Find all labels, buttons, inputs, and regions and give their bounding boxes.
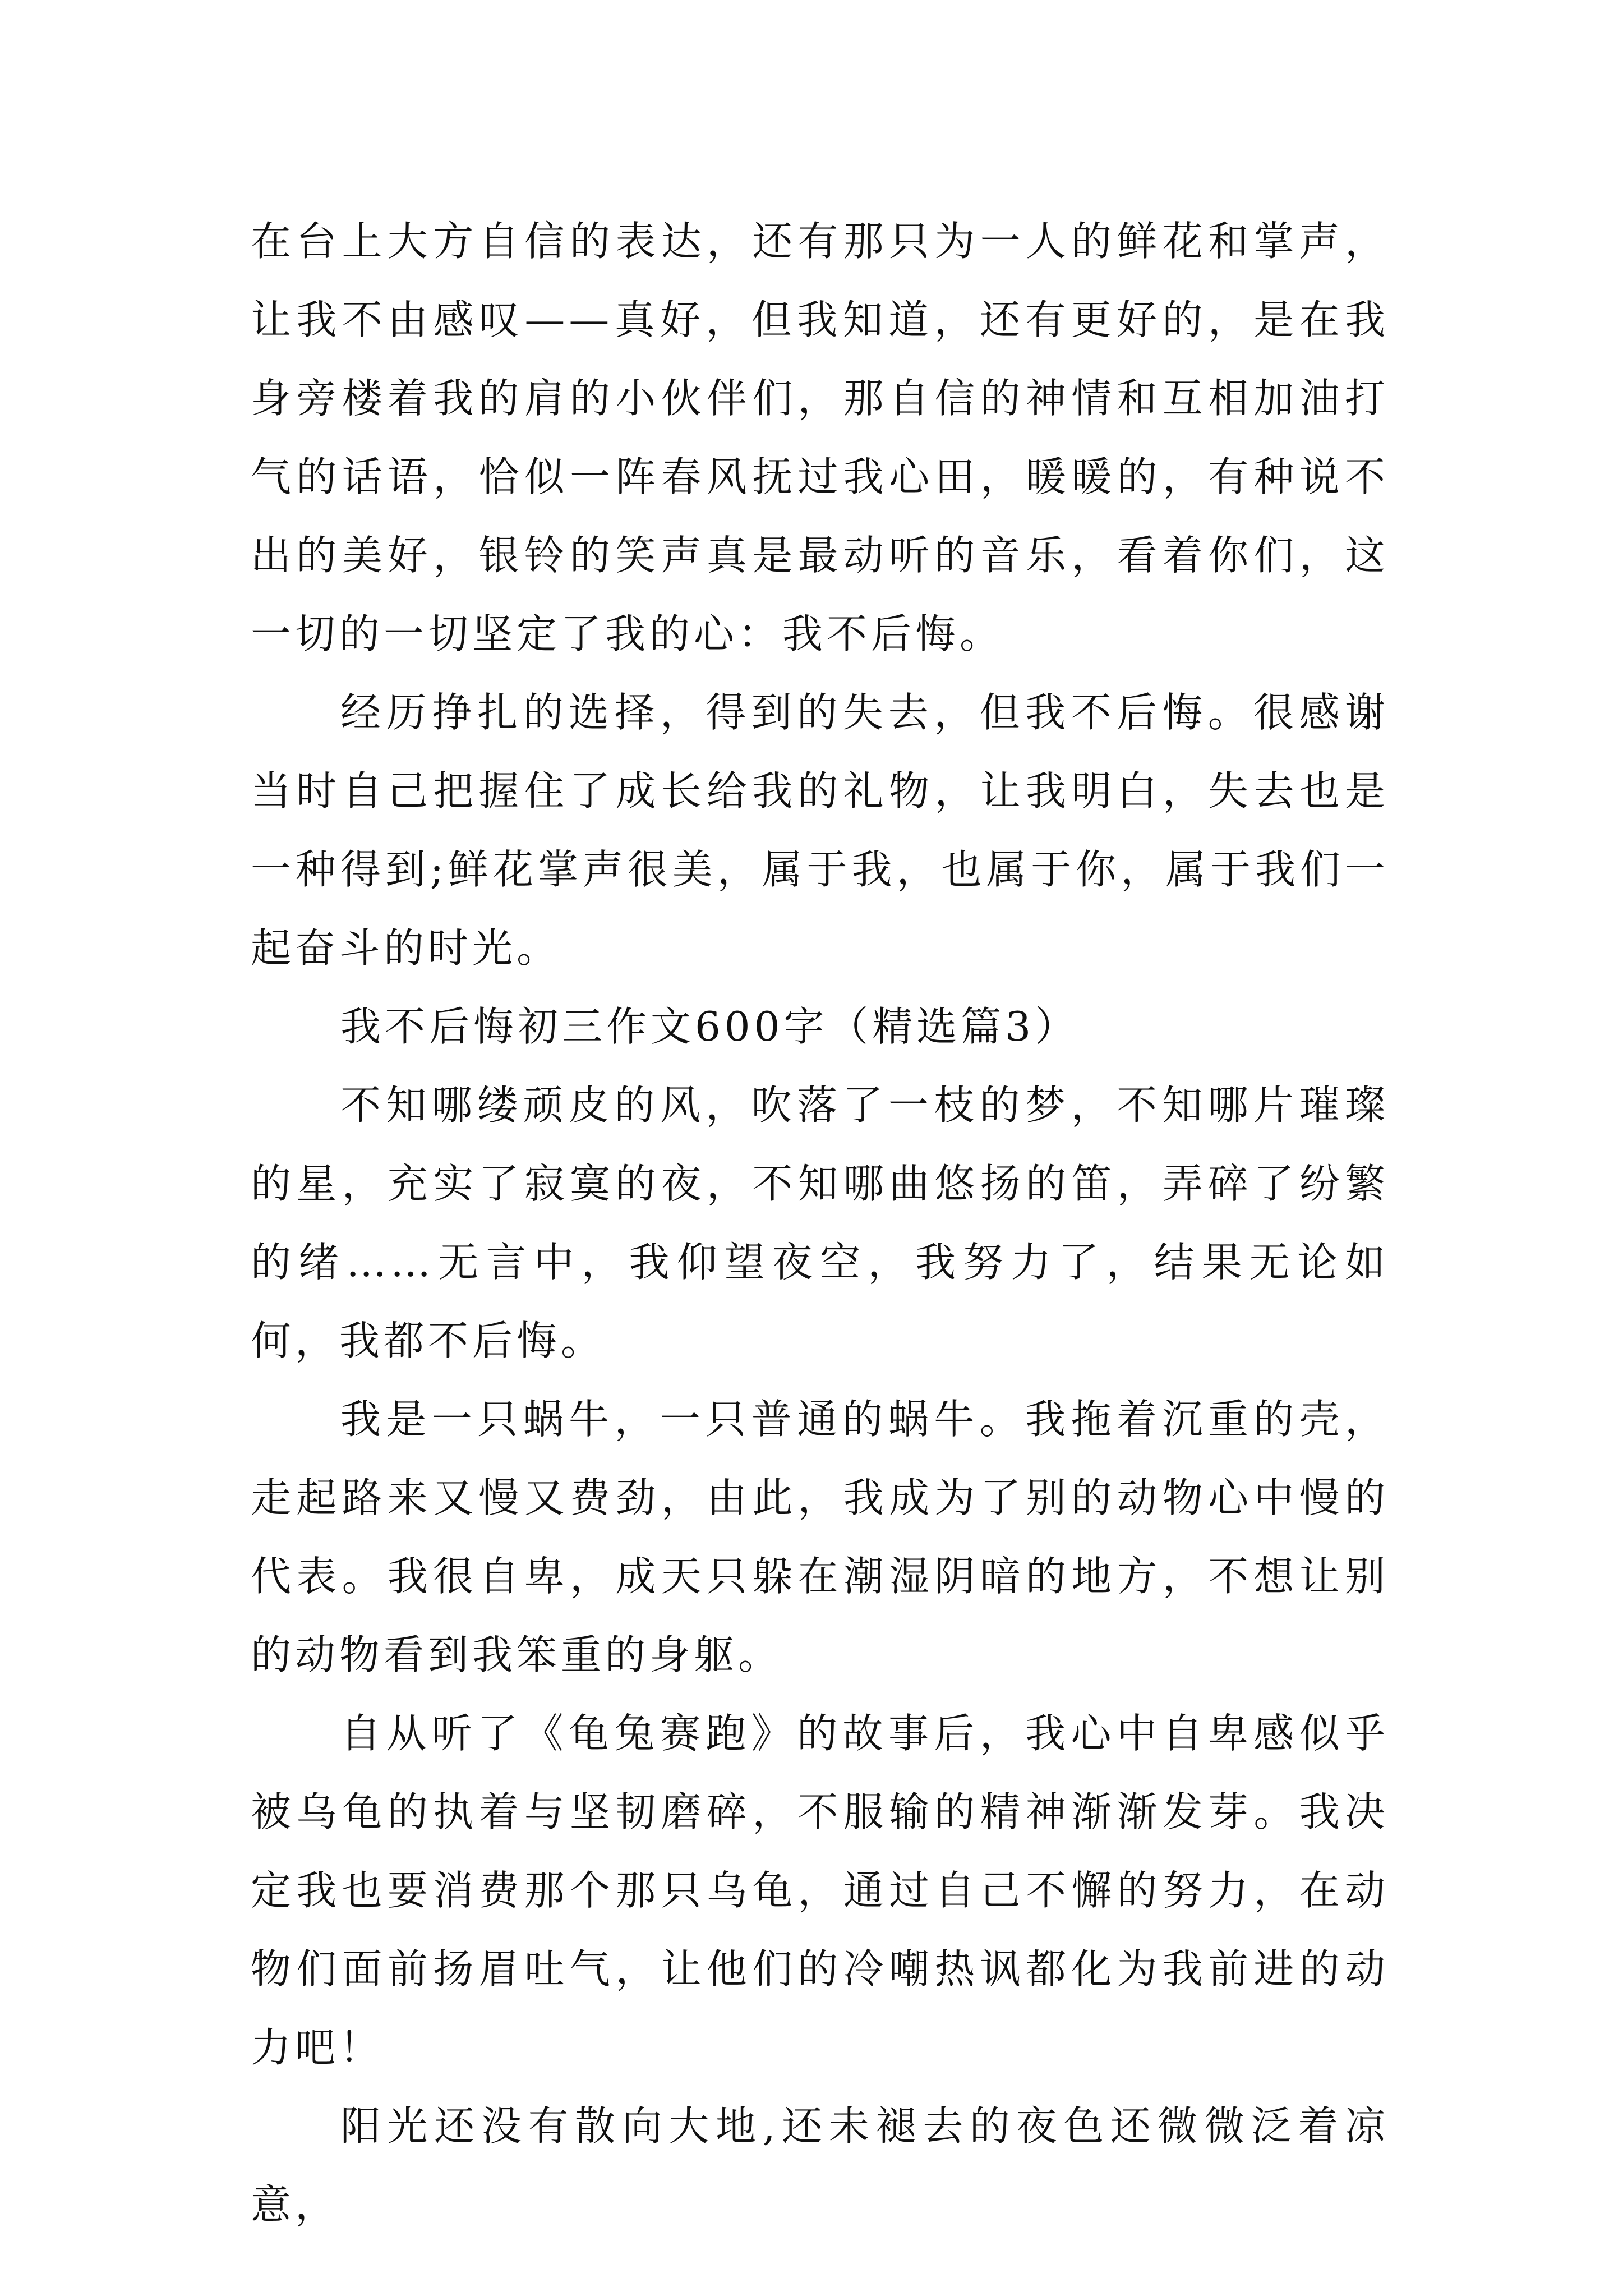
- paragraph-snail: 我是一只蜗牛，一只普通的蜗牛。我拖着沉重的壳，走起路来又慢又费劲，由此，我成为了别的动物心中慢的代表。我很自卑，成天只躲在潮湿阴暗的地方，不想让别的动物看到我笨重的身躯。: [251, 1396, 1389, 1678]
- paragraph-intro: 不知哪缕顽皮的风，吹落了一枝的梦，不知哪片璀璨的星，充实了寂寞的夜，不知哪曲悠扬的笛，弄碎了纷繁的绪……无言中，我仰望夜空，我努力了，结果无论如何，我都不后悔。: [251, 1082, 1389, 1364]
- paragraph-reflection: 经历挣扎的选择，得到的失去，但我不后悔。很感谢当时自己把握住了成长给我的礼物，让我明白，失去也是一种得到;鲜花掌声很美，属于我，也属于你，属于我们一起奋斗的时光。: [251, 689, 1389, 972]
- document-body: [251, 202, 1389, 2244]
- paragraph-tortoise-hare: 自从听了《龟兔赛跑》的故事后，我心中自卑感似乎被乌龟的执着与坚韧磨碎，不服输的精神渐渐发芽。我决定我也要消费那个那只乌龟，通过自己不懈的努力，在动物们面前扬眉吐气，让他们的冷嘲热讽都化为我前进的动力吧！: [251, 1710, 1389, 2071]
- paragraph-continuation: 在台上大方自信的表达，还有那只为一人的鲜花和掌声，让我不由感叹——真好，但我知道，还有更好的，是在我身旁楼着我的肩的小伙伴们，那自信的神情和互相加油打气的话语，恰似一阵春风抚过我心田，暖暖的，有种说不出的美好，银铃的笑声真是最动听的音乐，看着你们，这一切的一切坚定了我的心：我不后悔。: [251, 218, 1389, 657]
- section-heading: 我不后悔初三作文600字（精选篇3）: [340, 1003, 1080, 1050]
- paragraph-sunlight: 阳光还没有散向大地,还未褪去的夜色还微微泛着凉意，: [251, 2102, 1389, 2228]
